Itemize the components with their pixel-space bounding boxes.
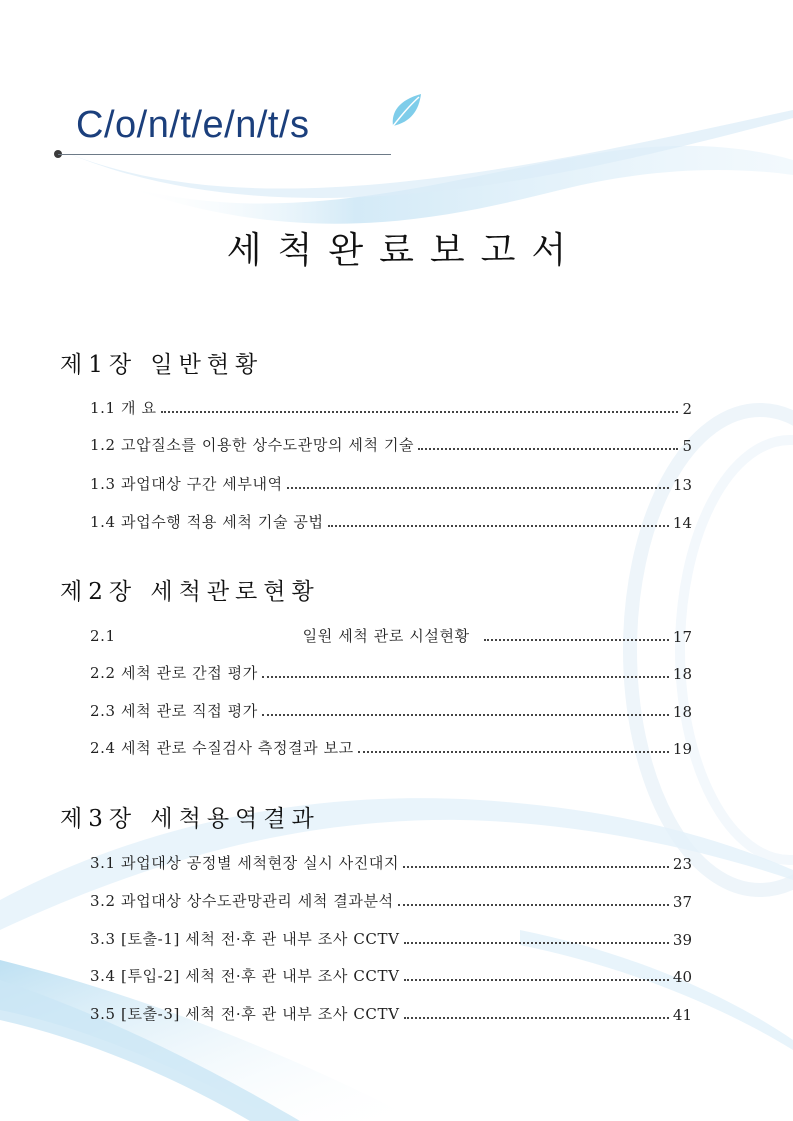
entry-label: 고압질소를 이용한 상수도관망의 세척 기술 — [121, 436, 415, 454]
entry-label: 세척 관로 간접 평가 — [121, 664, 258, 682]
entry-number: 3.1 — [90, 854, 116, 872]
dot-leader — [404, 1017, 669, 1019]
entry-number: 1.1 — [90, 399, 116, 417]
entry-number: 1.2 — [90, 436, 116, 454]
entry-number: 1.4 — [90, 513, 116, 531]
entry-number: 3.4 — [90, 967, 116, 985]
toc-entry[interactable] — [90, 887, 692, 911]
entry-label: 일원 세척 관로 시설현황 — [302, 627, 470, 645]
entry-page: 17 — [672, 628, 692, 646]
entry-number: 2.3 — [90, 702, 116, 720]
entry-page: 2 — [682, 400, 692, 418]
entry-number: 2.1 — [90, 627, 116, 645]
entry-label: 과업수행 적용 세척 기술 공법 — [121, 513, 324, 531]
entry-label: 과업대상 상수도관망관리 세척 결과분석 — [121, 892, 394, 910]
entry-number: 3.2 — [90, 892, 116, 910]
toc-entry[interactable] — [90, 508, 692, 532]
toc-entry[interactable] — [90, 470, 692, 494]
logo-text: C/o/n/t/e/n/t/s — [76, 104, 310, 146]
toc-entry[interactable] — [90, 962, 692, 986]
dot-leader — [403, 866, 669, 868]
dot-leader — [398, 904, 669, 906]
dot-leader — [418, 448, 678, 450]
toc-entry[interactable] — [90, 622, 692, 646]
entry-page: 41 — [672, 1006, 692, 1024]
dot-leader — [404, 979, 669, 981]
toc-entry[interactable] — [90, 697, 692, 721]
chapter-1-heading: 제1장 일반현황 — [60, 352, 264, 378]
entry-page: 19 — [672, 740, 692, 758]
document-title: 세척완료보고서 — [226, 230, 583, 271]
toc-entry[interactable] — [90, 1000, 692, 1024]
entry-label: [토출-1] 세척 전·후 관 내부 조사 CCTV — [121, 930, 400, 948]
toc-entry[interactable] — [90, 849, 692, 873]
entry-label: 개 요 — [121, 399, 157, 417]
toc-entry[interactable] — [90, 394, 692, 418]
entry-page: 37 — [672, 893, 692, 911]
entry-page: 39 — [672, 931, 692, 949]
toc-entry[interactable] — [90, 734, 692, 758]
entry-label: 과업대상 공정별 세척현장 실시 사진대지 — [121, 854, 400, 872]
dot-leader — [161, 411, 679, 413]
entry-number: 1.3 — [90, 475, 116, 493]
dot-leader — [404, 942, 669, 944]
entry-number: 2.4 — [90, 739, 116, 757]
entry-label: [토출-3] 세척 전·후 관 내부 조사 CCTV — [121, 1005, 400, 1023]
dot-leader — [287, 487, 669, 489]
entry-label: 세척 관로 직접 평가 — [121, 702, 258, 720]
entry-label: 과업대상 구간 세부내역 — [121, 475, 283, 493]
entry-label: [투입-2] 세척 전·후 관 내부 조사 CCTV — [121, 967, 400, 985]
entry-page: 14 — [672, 514, 692, 532]
dot-leader — [358, 751, 669, 753]
dot-leader — [484, 639, 669, 641]
dot-leader — [262, 676, 669, 678]
entry-page: 5 — [682, 437, 692, 455]
entry-page: 40 — [672, 968, 692, 986]
entry-page: 23 — [672, 855, 692, 873]
entry-page: 13 — [672, 476, 692, 494]
toc-entry[interactable] — [90, 925, 692, 949]
toc-entry[interactable] — [90, 431, 692, 455]
chapter-3-heading: 제3장 세척용역결과 — [60, 806, 320, 832]
dot-leader — [328, 525, 669, 527]
chapter-2-heading: 제2장 세척관로현황 — [60, 579, 320, 605]
entry-number: 3.3 — [90, 930, 116, 948]
dot-leader — [262, 714, 669, 716]
entry-label: 세척 관로 수질검사 측정결과 보고 — [121, 739, 354, 757]
toc-entry[interactable] — [90, 659, 692, 683]
entry-page: 18 — [672, 703, 692, 721]
entry-number: 3.5 — [90, 1005, 116, 1023]
entry-page: 18 — [672, 665, 692, 683]
entry-number: 2.2 — [90, 664, 116, 682]
